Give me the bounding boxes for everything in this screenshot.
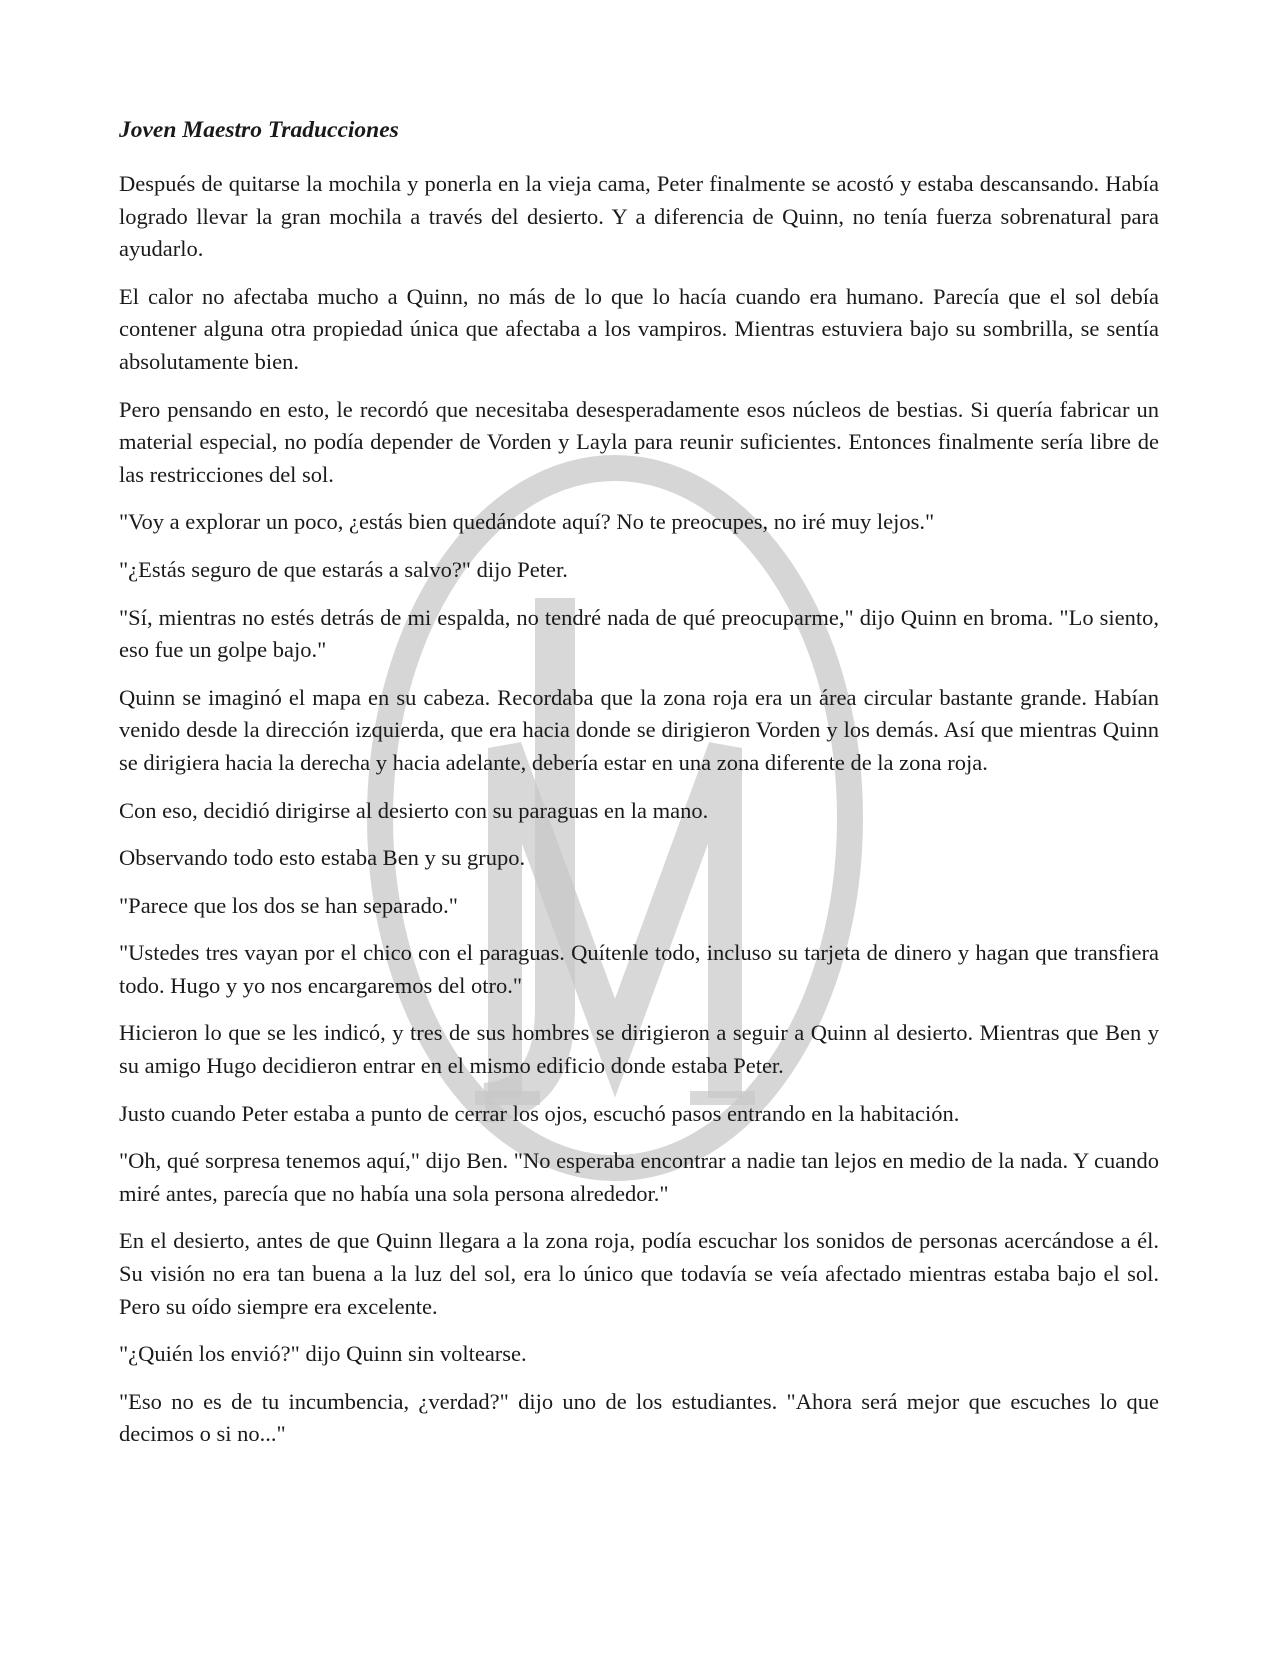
paragraph: "Ustedes tres vayan por el chico con el paraguas. Quítenle todo, incluso su tarjeta de dinero y hagan que transfiera todo. Hugo y yo nos encargaremos del otro." [119, 940, 1159, 998]
paragraph: Justo cuando Peter estaba a punto de cerrar los ojos, escuchó pasos entrando en la habitación. [119, 1100, 960, 1126]
paragraph: "Sí, mientras no estés detrás de mi espalda, no tendré nada de qué preocuparme," dijo Quinn en broma. "Lo siento, eso fue un golpe bajo." [119, 604, 1159, 663]
paragraph: "Eso no es de tu incumbencia, ¿verdad?" dijo uno de los estudiantes. "Ahora será mejor que escuches lo que decimos o si no..." [119, 1388, 1159, 1447]
paragraph: "Oh, qué sorpresa tenemos aquí," dijo Ben. "No esperaba encontrar a nadie tan lejos en medio de la nada. Y cuando miré antes, parecía que no había una sola persona alrededor." [119, 1148, 1159, 1206]
paragraph: Quinn se imaginó el mapa en su cabeza. Recordaba que la zona roja era un área circular bastante grande. Habían venido desde la dirección izquierda, que era hacia donde se dirigieron Vorden y los demás. Así que mientras Quinn se dirigiera hacia la derecha y hacia adelante, debería estar en una zona diferente de la zona roja. [119, 684, 1159, 775]
document-header: Joven Maestro Traducciones [119, 117, 399, 143]
paragraph: "¿Estás seguro de que estarás a salvo?" dijo Peter. [119, 556, 568, 582]
paragraph: Hicieron lo que se les indicó, y tres de sus hombres se dirigieron a seguir a Quinn al desierto. Mientras que Ben y su amigo Hugo decidieron entrar en el mismo edificio donde estaba Peter. [119, 1020, 1159, 1079]
paragraph: "Parece que los dos se han separado." [119, 892, 458, 918]
paragraph: Pero pensando en esto, le recordó que necesitaba desesperadamente esos núcleos de bestias. Si quería fabricar un material especial, no podía depender de Vorden y Layla para reunir suficientes. Entonces finalmente sería libre de las restricciones del sol. [119, 396, 1159, 487]
paragraph: "Voy a explorar un poco, ¿estás bien quedándote aquí? No te preocupes, no iré muy lejos." [119, 509, 935, 535]
paragraph: En el desierto, antes de que Quinn llegara a la zona roja, podía escuchar los sonidos de personas acercándose a él. Su visión no era tan buena a la luz del sol, era lo único que todavía se veía afectado mientras estaba bajo el sol. Pero su oído siempre era excelente. [119, 1228, 1159, 1319]
paragraph: "¿Quién los envió?" dijo Quinn sin voltearse. [119, 1341, 527, 1367]
paragraph: Con eso, decidió dirigirse al desierto con su paraguas en la mano. [119, 797, 709, 823]
paragraph: Observando todo esto estaba Ben y su grupo. [119, 845, 526, 871]
document-page [119, 114, 1159, 1466]
paragraph: El calor no afectaba mucho a Quinn, no más de lo que lo hacía cuando era humano. Parecía que el sol debía contener alguna otra propiedad única que afectaba a los vampiros. Mientras estuviera bajo su sombrilla, se sentía absolutamente bien. [119, 283, 1159, 374]
paragraph: Después de quitarse la mochila y ponerla en la vieja cama, Peter finalmente se acostó y estaba descansando. Había logrado llevar la gran mochila a través del desierto. Y a diferencia de Quinn, no tenía fuerza sobrenatural para ayudarlo. [119, 171, 1159, 262]
